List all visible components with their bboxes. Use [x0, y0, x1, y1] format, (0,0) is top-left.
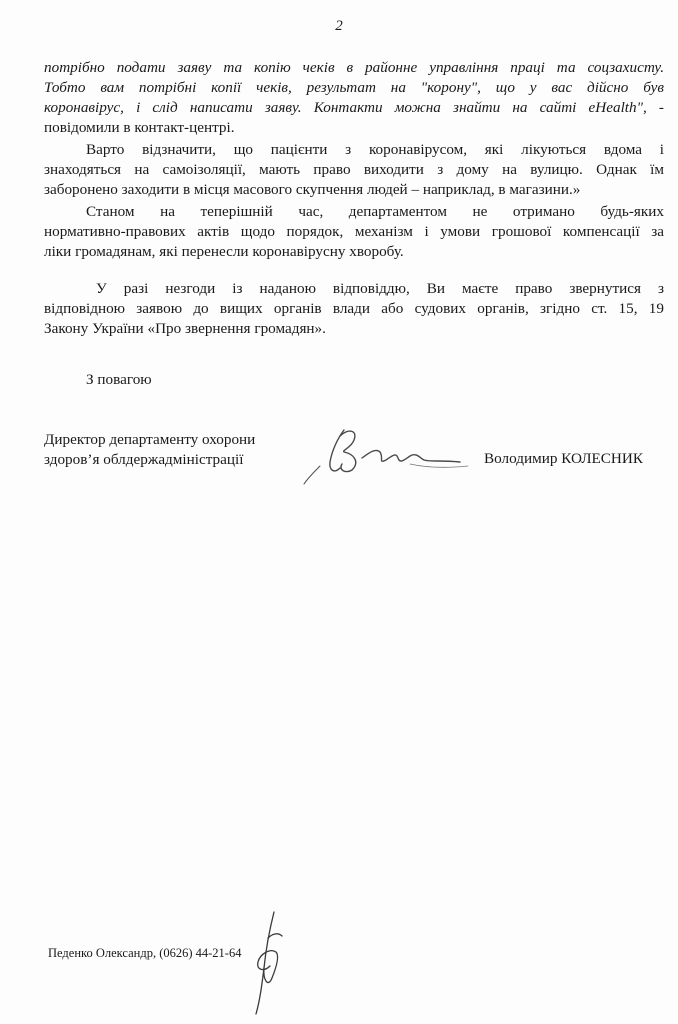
signatory-position-line1: Директор департаменту охорони — [44, 431, 256, 448]
paragraph1-line4: повідомили в контакт-центрі. — [44, 119, 235, 136]
paragraph2-line2: знаходяться на самоізоляції, мають право виходити з дому на вулицю. Однак їм — [44, 161, 664, 178]
signatory-position-line2: здоров’я облдержадміністрації — [44, 451, 244, 468]
signature — [300, 418, 470, 488]
paragraph1-line3: коронавірус, і слід написати заяву. Контакти можна знайти на сайті eHealth", - — [44, 99, 664, 116]
page-number: 2 — [335, 18, 343, 34]
paragraph4-line2: відповідною заявою до вищих органів влади або судових органів, згідно ст. 15, 19 — [44, 300, 664, 317]
paragraph3-line2: нормативно-правових актів щодо порядок, механізм і умови грошової компенсації за — [44, 223, 664, 240]
paragraph4-line1: У разі незгоди із наданою відповіддю, Ви маєте право звернутися з — [96, 280, 664, 297]
paragraph3-line1: Станом на теперішній час, департаментом не отримано будь-яких — [86, 203, 664, 220]
paragraph1-line2: Тобто вам потрібні копії чеків, результат на "корону", що у вас дійсно був — [44, 79, 664, 96]
signatory-name: Володимир КОЛЕСНИК — [484, 450, 643, 467]
paragraph3-line3: ліки громадянам, які перенесли коронавірусну хворобу. — [44, 243, 404, 260]
paragraph4-line3: Закону України «Про звернення громадян». — [44, 320, 326, 337]
initials-signature — [250, 908, 290, 1018]
footer-executor: Педенко Олександр, (0626) 44-21-64 — [48, 946, 242, 960]
paragraph2-line1: Варто відзначити, що пацієнти з коронавірусом, які лікуються вдома і — [86, 141, 664, 158]
paragraph2-line3: заборонено заходити в місця масового скупчення людей – наприклад, в магазини.» — [44, 181, 581, 198]
closing: З повагою — [86, 371, 152, 388]
paragraph1-line1: потрібно подати заяву та копію чеків в районне управління праці та соцзахисту. — [44, 59, 664, 76]
